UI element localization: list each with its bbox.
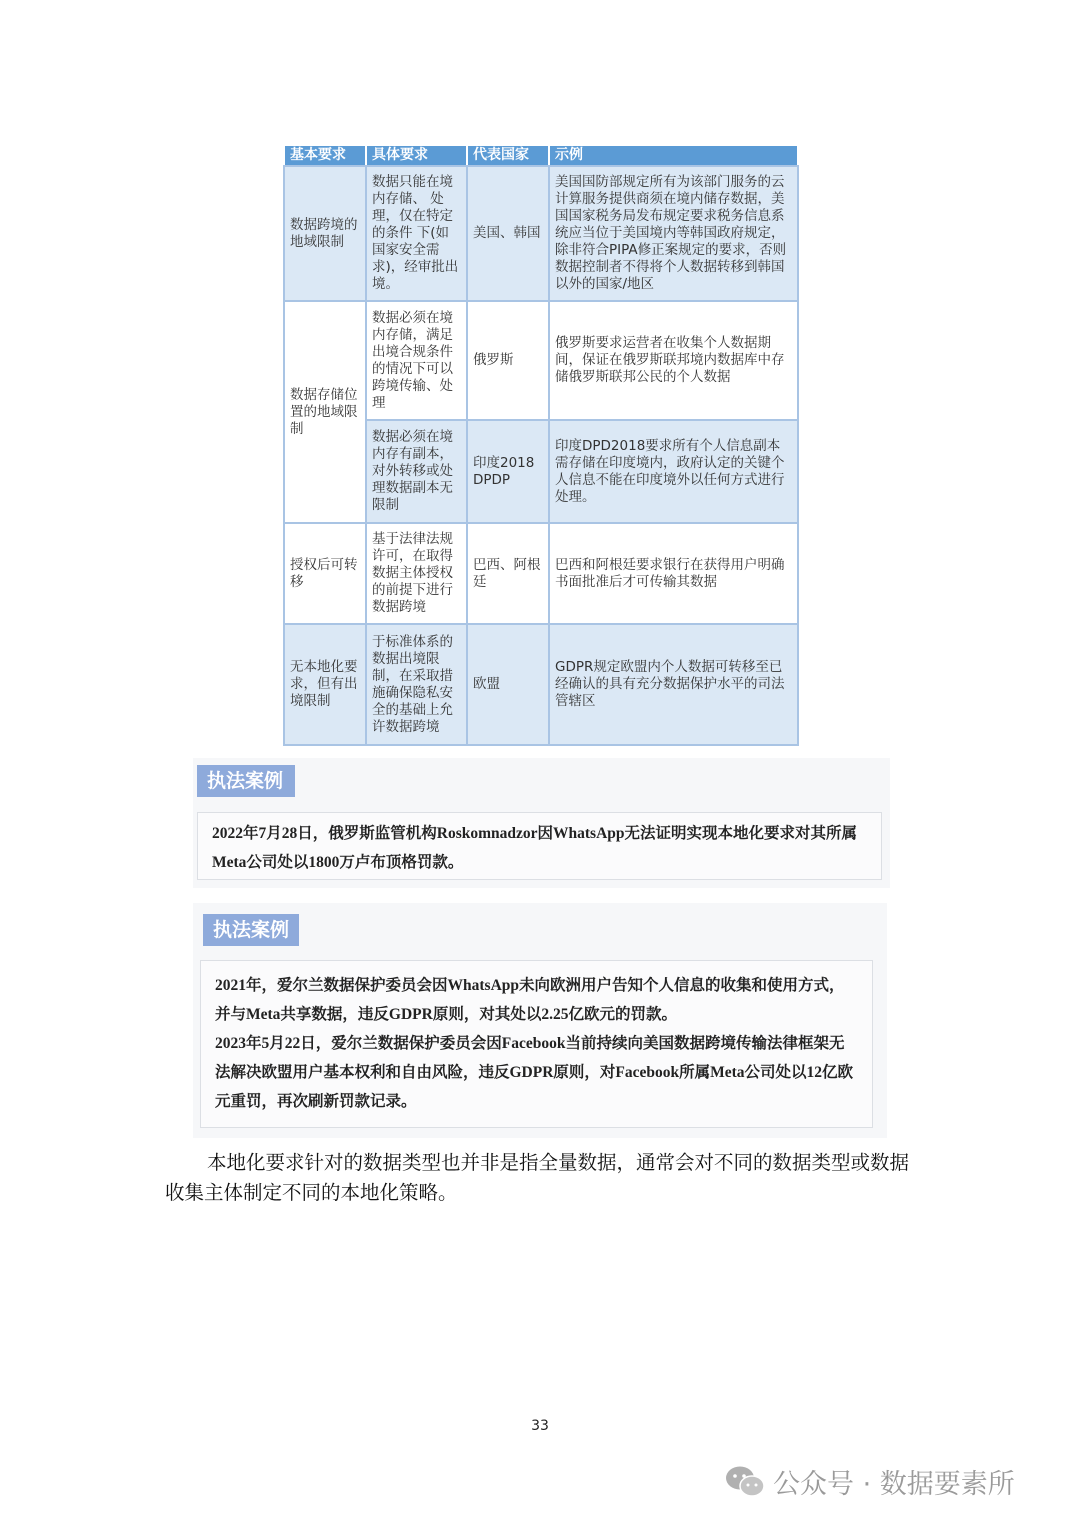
cell-specific: 数据必须在境内存储，满足出境合规条件的情况下可以跨境传输、处理 [366, 301, 467, 420]
cell-example: 美国国防部规定所有为该部门服务的云计算服务提供商须在境内储存数据，美国国家税务局发布规定要求税务信息系统应当位于美国境内等韩国政府规定，除非符合PIPA修正案规定的要求，否则数据控制者不得将个人数据转移到韩国以外的国家/地区 [549, 166, 798, 301]
cell-basic: 授权后可转移 [284, 523, 366, 624]
cell-country: 美国、韩国 [467, 166, 549, 301]
table-row [284, 166, 798, 301]
cell-country: 俄罗斯 [467, 301, 549, 420]
cell-country: 欧盟 [467, 624, 549, 745]
header-country: 代表国家 [467, 145, 549, 166]
cell-basic: 无本地化要求，但有出境限制 [284, 624, 366, 745]
table-row [284, 624, 798, 745]
cell-basic: 数据存储位置的地域限制 [284, 301, 366, 523]
cell-specific: 数据只能在境内存储、 处理，仅在特定的条件 下(如国家安全需求)，经审批出境。 [366, 166, 467, 301]
table-row [284, 523, 798, 624]
cell-basic: 数据跨境的地域限制 [284, 166, 366, 301]
table-header-row [284, 145, 798, 166]
cell-country: 巴西、阿根廷 [467, 523, 549, 624]
case-text: 2021年，爱尔兰数据保护委员会因WhatsApp未向欧洲用户告知个人信息的收集和使用方式，并与Meta共享数据，违反GDPR原则，对其处以2.25亿欧元的罚款。 [215, 977, 845, 1023]
cell-example: 印度DPD2018要求所有个人信息副本需存储在印度境内，政府认定的关键个人信息不能在印度境外以任何方式进行处理。 [549, 420, 798, 523]
case-body [197, 812, 882, 880]
case-text: 2023年5月22日，爱尔兰数据保护委员会因Facebook当前持续向美国数据跨境传输法律框架无法解决欧盟用户基本权利和自由风险，违反GDPR原则，对Facebook所属Meta公司处以12亿欧元重罚，再次刷新罚款记录。 [215, 1035, 854, 1110]
enforcement-case-box [193, 903, 887, 1138]
header-example: 示例 [549, 145, 798, 166]
cell-specific: 基于法律法规许可，在取得数据主体授权的前提下进行数据跨境 [366, 523, 467, 624]
page-number: 33 [531, 1418, 549, 1434]
wechat-icon [725, 1465, 765, 1499]
case-body [200, 960, 873, 1128]
watermark [725, 1462, 1015, 1501]
cell-specific: 于标准体系的数据出境限制，在采取措施确保隐私安全的基础上允许数据跨境 [366, 624, 467, 745]
cell-example: GDPR规定欧盟内个人数据可转移至已经确认的具有充分数据保护水平的司法管辖区 [549, 624, 798, 745]
header-basic: 基本要求 [284, 145, 366, 166]
case-title: 执法案例 [203, 914, 299, 946]
cell-specific: 数据必须在境内存有副本，对外转移或处理数据副本无限制 [366, 420, 467, 523]
cell-example: 巴西和阿根廷要求银行在获得用户明确书面批准后才可传输其数据 [549, 523, 798, 624]
cell-country: 印度2018DPDP [467, 420, 549, 523]
body-paragraph: 本地化要求针对的数据类型也并非是指全量数据，通常会对不同的数据类型或数据收集主体制定不同的本地化策略。 [165, 1151, 910, 1204]
table-row [284, 301, 798, 420]
cell-example: 俄罗斯要求运营者在收集个人数据期间，保证在俄罗斯联邦境内数据库中存储俄罗斯联邦公民的个人数据 [549, 301, 798, 420]
watermark-text: 公众号 · 数据要素所 [773, 1469, 1015, 1500]
enforcement-case-box [193, 758, 890, 888]
header-specific: 具体要求 [366, 145, 467, 166]
case-text: 2022年7月28日，俄罗斯监管机构Roskomnadzor因WhatsApp无法证明实现本地化要求对其所属Meta公司处以1800万卢布顶格罚款。 [212, 825, 858, 871]
case-title: 执法案例 [197, 765, 295, 797]
localization-requirements-table [283, 144, 799, 746]
